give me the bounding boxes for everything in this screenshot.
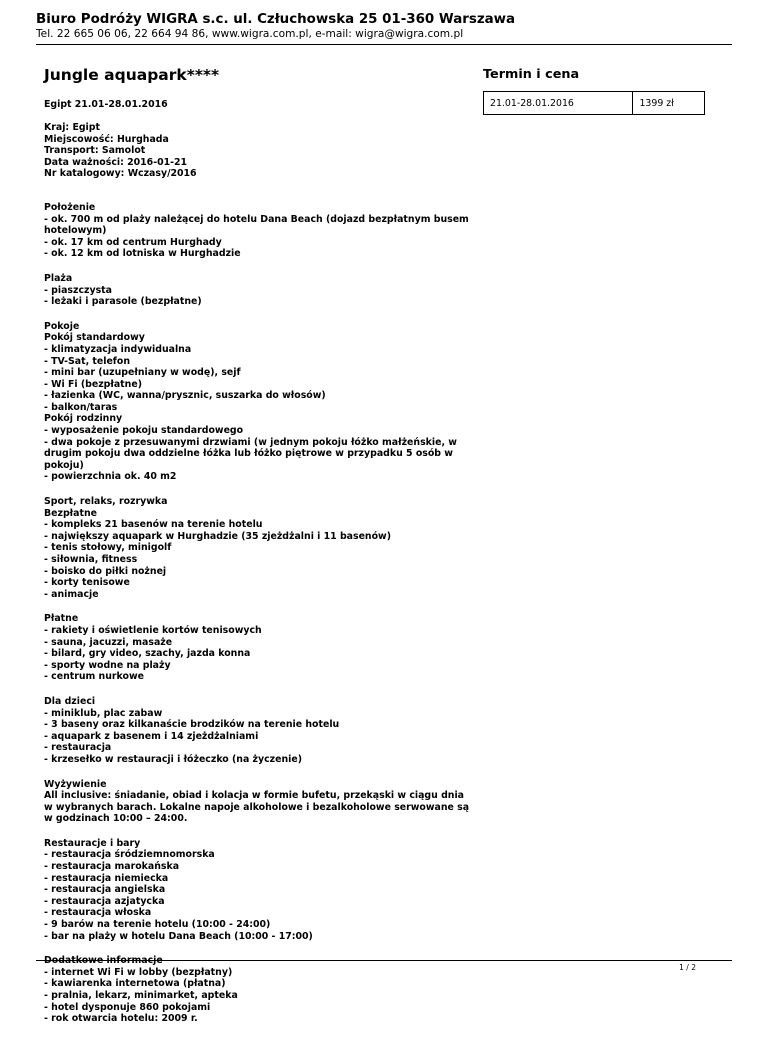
company-name: Biuro Podróży WIGRA s.c. ul. Człuchowska 25 01-360 Warszawa: [36, 12, 516, 27]
section-line: - aquapark z basenem i 14 zjeżdżalniami: [44, 730, 259, 742]
section-line: - siłownia, fitness: [44, 554, 138, 565]
meta-validity: Data ważności: 2016-01-21: [44, 156, 188, 168]
price-table: [483, 91, 705, 115]
meta-transport: Transport: Samolot: [44, 145, 146, 157]
price-panel: [483, 64, 705, 115]
section-line: - sporty wodne na plaży: [44, 659, 171, 671]
header-divider: [36, 44, 732, 45]
document-header: [36, 12, 732, 40]
meta-catalog-number: Nr katalogowy: Wczasy/2016: [44, 168, 197, 180]
section-heading: Dodatkowe informacje: [44, 955, 163, 967]
price-row: [484, 92, 705, 115]
section-line: - tenis stołowy, minigolf: [44, 542, 172, 554]
section-line: - pralnia, lekarz, minimarket, apteka: [44, 990, 238, 1001]
section-line: - centrum nurkowe: [44, 671, 144, 683]
section-line: - restauracja angielska: [44, 884, 166, 896]
section-line: - restauracja: [44, 742, 112, 754]
section-line: - ok. 700 m od plaży należącej do hotelu Dana Beach (dojazd bezpłatnym busem hotelowym): [44, 213, 469, 237]
section-heading: Sport, relaks, rozrywka: [44, 496, 168, 508]
offer-section: [44, 321, 472, 483]
company-contact: Tel. 22 665 06 06, 22 664 94 86, www.wigra.com.pl, e-mail: wigra@wigra.com.pl: [36, 28, 464, 40]
section-line: - największy aquapark w Hurghadzie (35 zjeżdżalni i 11 basenów): [44, 530, 391, 542]
section-line: - powierzchnia ok. 40 m2: [44, 471, 177, 483]
section-line: - restauracja śródziemnomorska: [44, 849, 215, 861]
section-heading: Dla dzieci: [44, 695, 96, 707]
offer-meta: [44, 122, 472, 180]
offer-section: [44, 779, 472, 825]
section-heading: Płatne: [44, 613, 79, 625]
section-line: Pokój rodzinny: [44, 413, 123, 425]
section-line: - kawiarenka internetowa (płatna): [44, 978, 226, 990]
section-line: - dwa pokoje z przesuwanymi drzwiami (w jednym pokoju łóżko małżeńskie, w drugim pokoju dwa oddzielne łóżka lub łóżko piętrowe w przypadku 5 osób w pokoju): [44, 436, 457, 471]
offer-sections: [44, 202, 472, 1025]
section-line: - TV-Sat, telefon: [44, 355, 131, 367]
section-line: - Wi Fi (bezpłatne): [44, 378, 142, 390]
offer-section: [44, 202, 472, 260]
section-line: - mini bar (uzupełniany w wodę), sejf: [44, 367, 241, 379]
offer-section: [44, 496, 472, 600]
meta-country: Kraj: Egipt: [44, 122, 100, 133]
offer-title: Jungle aquapark****: [44, 66, 220, 84]
section-line: - bilard, gry video, szachy, jazda konna: [44, 648, 251, 660]
meta-city: Miejscowość: Hurghada: [44, 133, 169, 145]
section-line: - wyposażenie pokoju standardowego: [44, 425, 244, 437]
section-line: - internet Wi Fi w lobby (bezpłatny): [44, 966, 233, 978]
offer-content: [44, 64, 472, 1038]
section-line: - sauna, jacuzzi, masaże: [44, 636, 173, 648]
section-line: - hotel dysponuje 860 pokojami: [44, 1001, 211, 1013]
section-line: Bezpłatne: [44, 507, 97, 519]
section-line: - leżaki i parasole (bezpłatne): [44, 296, 202, 308]
page-number: 1 / 2: [679, 963, 696, 972]
section-line: - restauracja azjatycka: [44, 895, 165, 907]
section-line: - rok otwarcia hotelu: 2009 r.: [44, 1013, 198, 1025]
offer-dates: Egipt 21.01-28.01.2016: [44, 99, 168, 110]
section-line: - korty tenisowe: [44, 577, 130, 589]
section-line: - klimatyzacja indywidualna: [44, 343, 192, 355]
section-line: - balkon/taras: [44, 401, 118, 413]
term-cell: 21.01-28.01.2016: [484, 92, 633, 115]
section-line: - krzesełko w restauracji i łóżeczko (na życzenie): [44, 753, 303, 765]
section-line: - restauracja włoska: [44, 907, 152, 919]
section-line: All inclusive: śniadanie, obiad i kolacja w formie bufetu, przekąski w ciągu dnia w wybranych barach. Lokalne napoje alkoholowe i bezalkoholowe serwowane są w godzinach 10:00 – 24:00.: [44, 790, 470, 825]
offer-section: [44, 696, 472, 766]
section-heading: Wyżywienie: [44, 778, 107, 790]
offer-section: [44, 955, 472, 1025]
offer-section: [44, 273, 472, 308]
section-line: Pokój standardowy: [44, 332, 145, 344]
section-line: - restauracja marokańska: [44, 861, 180, 873]
section-line: - piaszczysta: [44, 284, 112, 296]
price-cell: 1399 zł: [633, 92, 705, 115]
section-heading: Plaża: [44, 272, 73, 284]
section-line: - rakiety i oświetlenie kortów tenisowych: [44, 624, 262, 636]
section-line: - boisko do piłki nożnej: [44, 565, 167, 577]
section-line: - 9 barów na terenie hotelu (10:00 - 24:00): [44, 919, 271, 931]
section-line: - ok. 12 km od lotniska w Hurghadzie: [44, 248, 241, 260]
section-heading: Pokoje: [44, 320, 80, 332]
offer-section: [44, 613, 472, 683]
section-line: - 3 baseny oraz kilkanaście brodzików na terenie hotelu: [44, 719, 340, 731]
section-heading: Restauracje i bary: [44, 837, 141, 849]
section-heading: Położenie: [44, 201, 96, 213]
section-line: - miniklub, plac zabaw: [44, 707, 163, 719]
section-line: - restauracja niemiecka: [44, 872, 169, 884]
section-line: - kompleks 21 basenów na terenie hotelu: [44, 519, 263, 531]
footer-divider: [36, 960, 732, 961]
section-line: - ok. 17 km od centrum Hurghady: [44, 236, 222, 248]
offer-section: [44, 838, 472, 942]
section-line: - bar na plaży w hotelu Dana Beach (10:00 - 17:00): [44, 930, 313, 942]
section-line: - łazienka (WC, wanna/prysznic, suszarka do włosów): [44, 390, 326, 402]
price-panel-title: Termin i cena: [483, 67, 580, 82]
section-line: - animacje: [44, 588, 99, 600]
